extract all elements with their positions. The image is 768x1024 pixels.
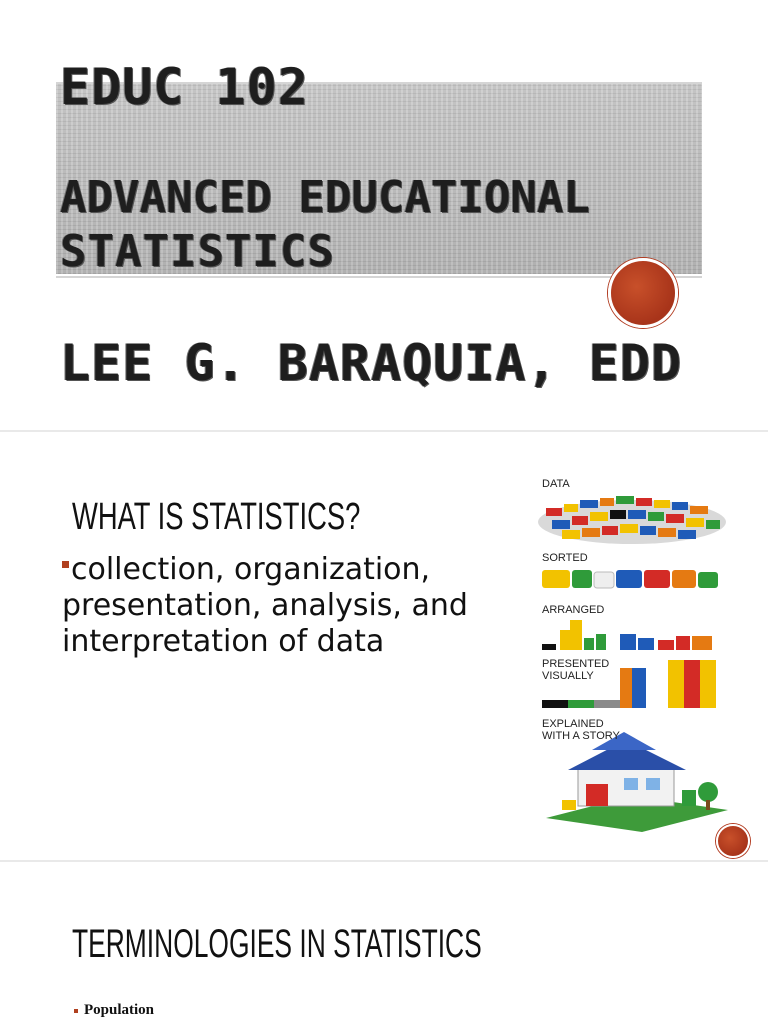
lego-house xyxy=(546,732,728,832)
lego-data-illustration xyxy=(532,474,748,834)
bullet-text: Population xyxy=(84,1002,155,1018)
author-name: LEE G. BARAQUIA, EDD xyxy=(60,334,683,392)
title-slide xyxy=(0,0,768,430)
course-title-line1: ADVANCED EDUCATIONAL xyxy=(60,172,590,223)
stage-label-explained: EXPLAINED WITH A STORY xyxy=(542,718,620,742)
terminology-slide xyxy=(0,862,768,1024)
slide-heading: TERMINOLOGIES IN STATISTICS xyxy=(72,922,482,966)
lego-pile xyxy=(538,496,726,544)
lego-arranged xyxy=(542,620,712,650)
course-title-line2: STATISTICS xyxy=(60,226,335,277)
lego-stages-image xyxy=(532,474,748,834)
bullet-square-icon xyxy=(74,1009,78,1013)
stage-label-data: DATA xyxy=(542,478,570,490)
bullet-square-icon xyxy=(62,561,69,568)
stage-label-sorted: SORTED xyxy=(542,552,588,564)
lego-sorted xyxy=(542,570,718,588)
bullet-text: collection, organization, presentation, analysis, and interpretation of data xyxy=(62,552,468,659)
stage-label-arranged: ARRANGED xyxy=(542,604,605,616)
terminology-bullet xyxy=(74,1002,154,1019)
slide-heading: WHAT IS STATISTICS? xyxy=(72,496,361,538)
accent-circle xyxy=(608,258,678,328)
stage-label-presented: PRESENTED VISUALLY xyxy=(542,658,610,682)
definition-bullet xyxy=(62,552,482,660)
course-code: EDUC 102 xyxy=(60,58,309,116)
